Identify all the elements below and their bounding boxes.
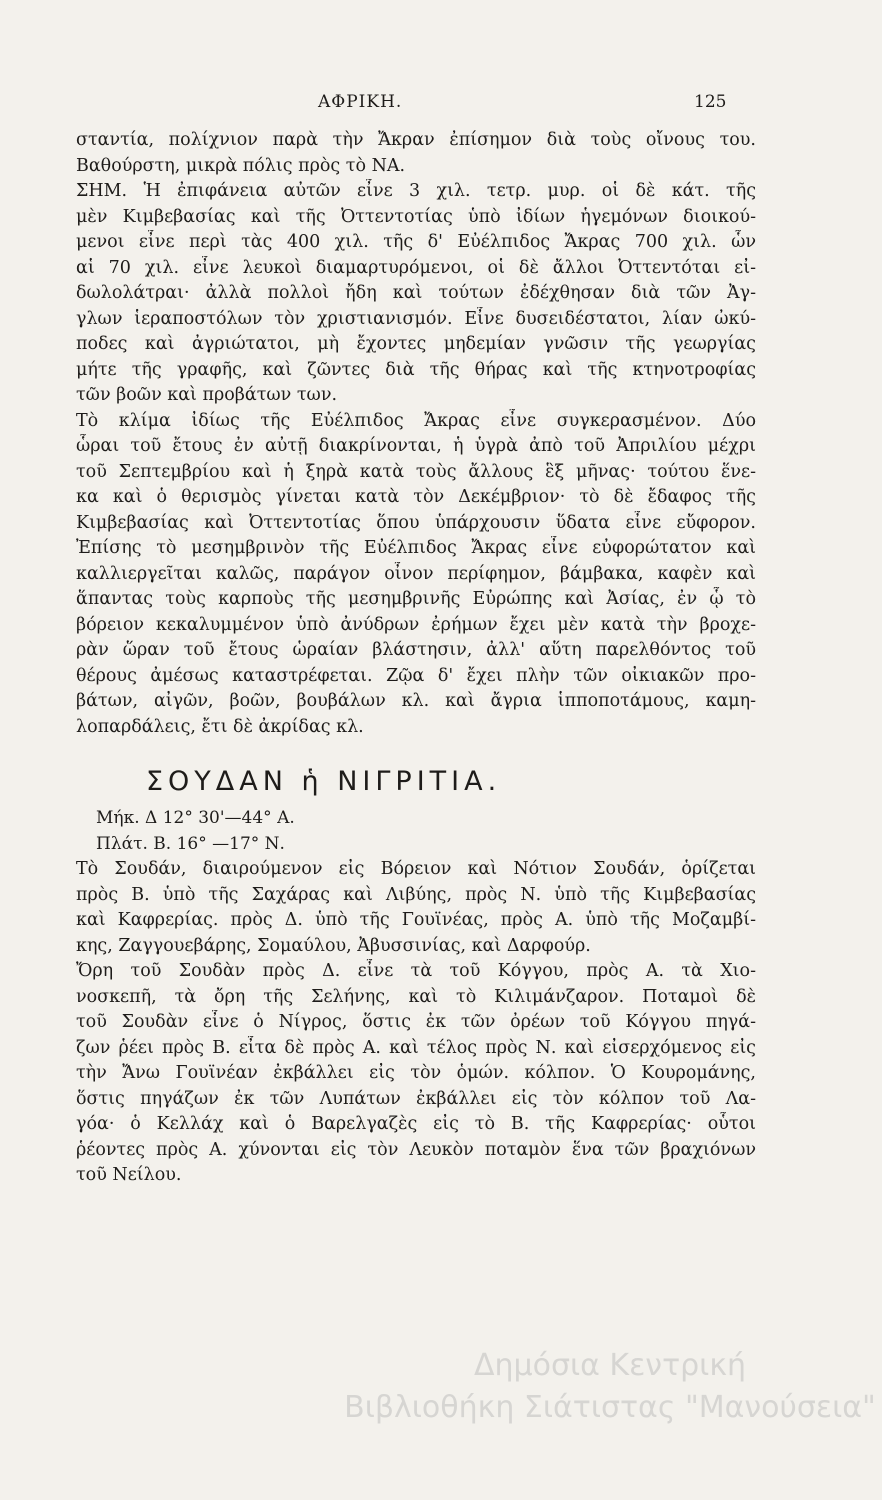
text-line: κης, Ζαγγουεβάρης, Σομαύλου, Ἀβυσσινίας, καὶ Δαρφούρ.	[76, 935, 591, 956]
text-line: λοπαρδάλεις, ἔτι δὲ ἀκρίδας κλ.	[76, 716, 364, 737]
text-line: μενοι εἶνε περὶ τὰς 400 χιλ. τῆς δ' Εὐέλπιδος Ἄκρας 700 χιλ. ὧν	[76, 232, 756, 252]
text-line: ῥέοντες πρὸς Α. χύνονται εἰς τὸν Λευκὸν ποταμὸν ἕνα τῶν βραχιόνων	[76, 1139, 756, 1160]
text-line: νοσκεπῆ, τὰ ὄρη τῆς Σελήνης, καὶ τὸ Κιλιμάνζαρον. Ποταμοὶ δὲ	[76, 986, 756, 1007]
watermark-line: Βιβλιοθήκη Σιάτιστας "Μανούσεια"	[344, 1390, 876, 1425]
text-line: γόα· ὁ Κελλάχ καὶ ὁ Βαρελγαζὲς εἰς τὸ Β. τῆς Καφρερίας· οὗτοι	[76, 1114, 756, 1134]
page-header	[0, 92, 882, 122]
text-line: Κιμβεβασίας καὶ Ὀττεντοτίας ὅπου ὑπάρχουσιν ὕδατα εἶνε εὔφορον.	[76, 512, 756, 533]
text-line: σταντία, πολίχνιον παρὰ τὴν Ἄκραν ἐπίσημον διὰ τοὺς οἴνους του.	[76, 130, 756, 150]
coordinates	[96, 805, 756, 857]
text-line: μὲν Κιμβεβασίας καὶ τῆς Ὀττεντοτίας ὑπὸ ἰδίων ἡγεμόνων διοικού-	[76, 206, 756, 227]
text-line: Τὸ κλίμα ἰδίως τῆς Εὐέλπιδος Ἄκρας εἶνε συγκερασμένον. Δύο	[76, 410, 756, 431]
latitude-line: Πλάτ. Β. 16° —17° Ν.	[96, 834, 285, 854]
text-line: ΣΗΜ. Ἡ ἐπιφάνεια αὐτῶν εἶνε 3 χιλ. τετρ. μυρ. οἱ δὲ κάτ. τῆς	[76, 181, 756, 201]
text-line: μήτε τῆς γραφῆς, καὶ ζῶντες διὰ τῆς θήρας καὶ τῆς κτηνοτροφίας	[76, 359, 756, 380]
text-block	[76, 128, 756, 1189]
section-heading: ΣΟΥΔΑΝ ἡ ΝΙΓΡΙΤΙΑ.	[146, 766, 502, 797]
text-line: γλων ἱεραποστόλων τὸν χριστιανισμόν. Εἶνε δυσειδέστατοι, λίαν ὠκύ-	[76, 308, 756, 329]
text-line: πρὸς Β. ὑπὸ τῆς Σαχάρας καὶ Λιβύης, πρὸς Ν. ὑπὸ τῆς Κιμβεβασίας	[76, 884, 756, 905]
text-line: τοῦ Σεπτεμβρίου καὶ ἡ ξηρὰ κατὰ τοὺς ἄλλους ἓξ μῆνας· τούτου ἕνε-	[76, 461, 756, 482]
text-line: ὅστις πηγάζων ἐκ τῶν Λυπάτων ἐκβάλλει εἰς τὸν κόλπον τοῦ Λα-	[76, 1088, 756, 1109]
running-head: ΑΦΡΙΚΗ.	[318, 92, 403, 112]
text-line: βόρειον κεκαλυμμένον ὑπὸ ἀνύδρων ἐρήμων ἔχει μὲν κατὰ τὴν βροχε-	[76, 614, 756, 635]
text-line: βάτων, αἰγῶν, βοῶν, βουβάλων κλ. καὶ ἄγρια ἱπποποτάμους, καμη-	[76, 691, 756, 711]
page-number: 125	[694, 92, 727, 112]
text-line: δωλολάτραι· ἀλλὰ πολλοὶ ἤδη καὶ τούτων ἐδέχθησαν διὰ τῶν Ἀγ-	[76, 283, 756, 303]
text-line: καὶ Καφρερίας. πρὸς Δ. ὑπὸ τῆς Γουϊνέας, πρὸς Α. ὑπὸ τῆς Μοζαμβί-	[76, 910, 756, 930]
text-line: τοῦ Νείλου.	[76, 1165, 182, 1185]
text-line: Τὸ Σουδάν, διαιρούμενον εἰς Βόρειον καὶ Νότιον Σουδάν, ὁρίζεται	[76, 859, 756, 879]
longitude-line: Μήκ. Δ 12° 30'—44° Α.	[96, 808, 295, 828]
paragraph	[76, 409, 756, 741]
text-line: ρὰν ὥραν τοῦ ἔτους ὡραίαν βλάστησιν, ἀλλ' αὕτη παρελθόντος τοῦ	[76, 640, 756, 660]
text-line: τῶν βοῶν καὶ προβάτων των.	[76, 385, 338, 405]
text-line: τὴν Ἄνω Γουϊνέαν ἐκβάλλει εἰς τὸν ὁμών. κόλπον. Ὁ Κουρομάνης,	[76, 1063, 756, 1083]
paragraph	[76, 959, 756, 1189]
text-line: ποδες καὶ ἀγριώτατοι, μὴ ἔχοντες μηδεμίαν γνῶσιν τῆς γεωργίας	[76, 334, 756, 354]
paragraph	[76, 179, 756, 409]
text-line: ὧραι τοῦ ἔτους ἐν αὐτῇ διακρίνονται, ἡ ὑγρὰ ἀπὸ τοῦ Ἀπριλίου μέχρι	[76, 436, 756, 456]
paragraph	[76, 128, 756, 179]
library-watermark	[340, 1345, 880, 1429]
text-line: Ὄρη τοῦ Σουδὰν πρὸς Δ. εἶνε τὰ τοῦ Κόγγου, πρὸς Α. τὰ Χιο-	[76, 961, 756, 981]
text-line: καλλιεργεῖται καλῶς, παράγον οἶνον περίφημον, βάμβακα, καφὲν καὶ	[76, 563, 756, 584]
text-line: τοῦ Σουδὰν εἶνε ὁ Νίγρος, ὅστις ἐκ τῶν ὀρέων τοῦ Κόγγου πηγά-	[76, 1012, 756, 1032]
text-line: ἅπαντας τοὺς καρποὺς τῆς μεσημβρινῆς Εὐρώπης καὶ Ἀσίας, ἐν ᾧ τὸ	[76, 589, 756, 609]
text-line: ζων ῥέει πρὸς Β. εἶτα δὲ πρὸς Α. καὶ τέλος πρὸς Ν. καὶ εἰσερχόμενος εἰς	[76, 1037, 756, 1058]
text-line: αἱ 70 χιλ. εἶνε λευκοὶ διαμαρτυρόμενοι, οἱ δὲ ἄλλοι Ὀττεντόται εἰ-	[76, 257, 756, 278]
text-line: Βαθούρστη, μικρὰ πόλις πρὸς τὸ ΝΑ.	[76, 155, 406, 176]
paragraph	[76, 857, 756, 959]
text-line: θέρους ἀμέσως καταστρέφεται. Ζῷα δ' ἔχει πλὴν τῶν οἰκιακῶν προ-	[76, 665, 756, 686]
text-line: Ἐπίσης τὸ μεσημβρινὸν τῆς Εὐέλπιδος Ἄκρας εἶνε εὐφορώτατον καὶ	[76, 538, 756, 558]
text-line: κα καὶ ὁ θερισμὸς γίνεται κατὰ τὸν Δεκέμβριον· τὸ δὲ ἔδαφος τῆς	[76, 487, 756, 507]
watermark-line: Δημόσια Κεντρική	[473, 1348, 747, 1383]
